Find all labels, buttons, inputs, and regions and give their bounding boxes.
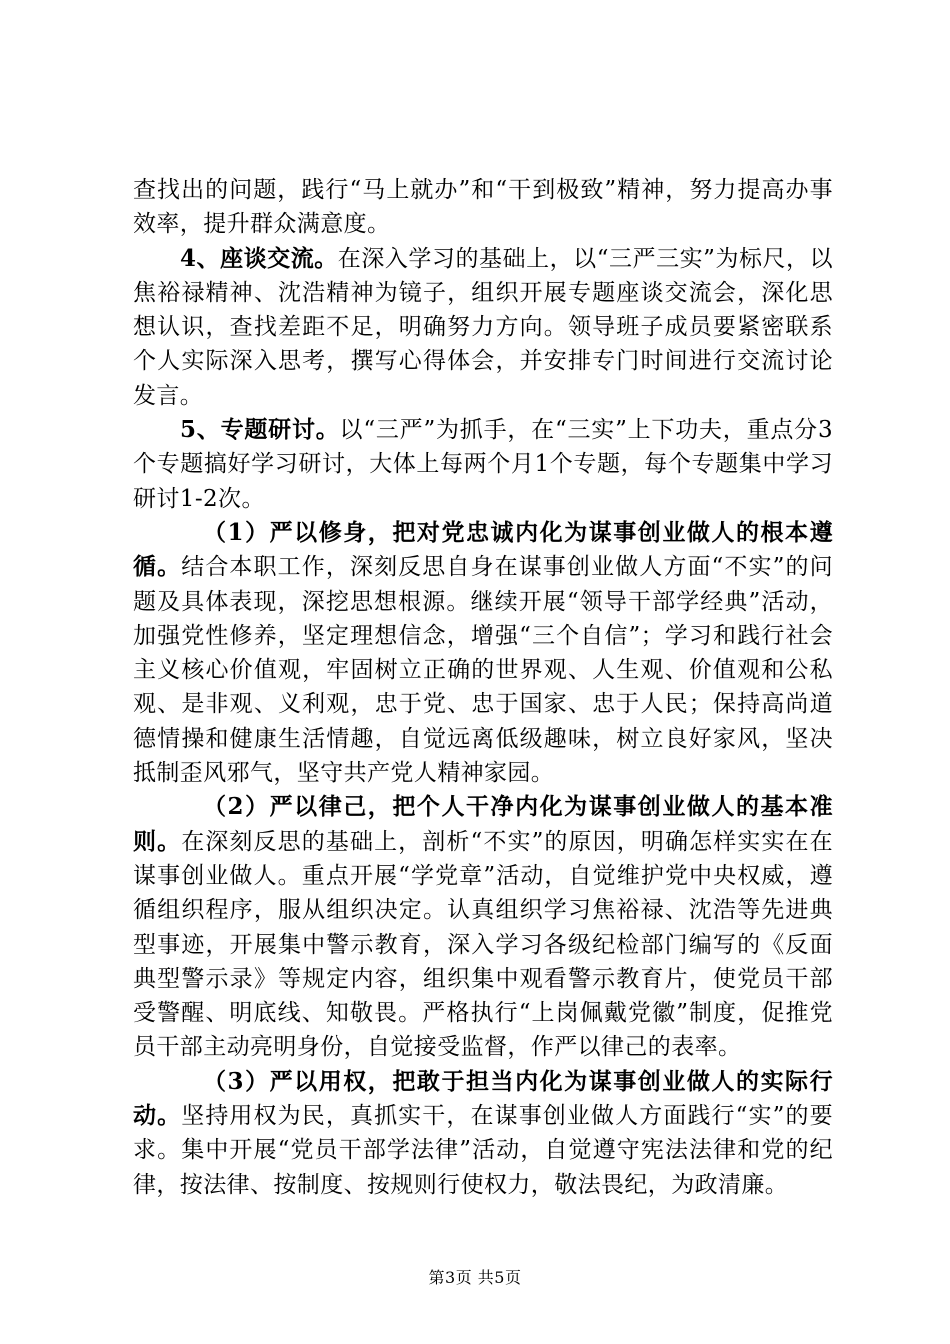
paragraph-heading: （1）严以修身，把对党忠诚内化为谋事创业做人的根本遵循。 xyxy=(133,518,833,581)
paragraph-heading: 4、座谈交流。 xyxy=(180,244,338,272)
paragraph-self-discipline xyxy=(133,790,833,1064)
paragraph-text: 在深刻反思的基础上，剖析“不实”的原因，明确怎样实实在在谋事创业做人。重点开展“学党章”活动，自觉维护党中央权威，遵循组织程序，服从组织决定。认真组织学习焦裕禄、沈浩等先进典型事迹，开展集中警示教育，深入学习各级纪检部门编写的《反面典型警示录》等规定内容，组织集中观看警示教育片，使党员干部受警醒、明底线、知敬畏。严格执行“上岗佩戴党徽”制度，促推党员干部主动亮明身份，自觉接受监督，作严以律己的表率。 xyxy=(133,828,833,1061)
paragraph-text: 在深入学习的基础上，以“三严三实”为标尺，以焦裕禄精神、沈浩精神为镜子，组织开展专题座谈交流会，深化思想认识，查找差距不足，明确努力方向。领导班子成员要紧密联系个人实际深入思考，撰写心得体会，并安排专门时间进行交流讨论发言。 xyxy=(133,245,833,409)
paragraph-text: 坚持用权为民，真抓实干，在谋事创业做人方面践行“实”的要求。集中开展“党员干部学法律”活动，自觉遵守宪法法律和党的纪律，按法律、按制度、按规则行使权力，敬法畏纪，为政清廉。 xyxy=(133,1103,833,1198)
paragraph-continuation xyxy=(133,173,833,242)
document-body xyxy=(133,173,833,1202)
paragraph-power-use xyxy=(133,1065,833,1202)
page-number-footer: 第3页 共5页 xyxy=(428,1268,522,1287)
paragraph-heading: （3）严以用权，把敢于担当内化为谋事创业做人的实际行动。 xyxy=(133,1067,833,1130)
paragraph-forum-exchange xyxy=(133,242,833,413)
paragraph-self-cultivation xyxy=(133,516,833,790)
paragraph-heading: 5、专题研讨。 xyxy=(180,416,340,444)
paragraph-topic-seminar xyxy=(133,413,833,516)
paragraph-text: 以“三严”为抓手，在“三实”上下功夫，重点分3个专题搞好学习研讨，大体上每两个月1个专题，每个专题集中学习研讨1-2次。 xyxy=(133,417,833,512)
paragraph-text: 查找出的问题，践行“马上就办”和“干到极致”精神，努力提高办事效率，提升群众满意度。 xyxy=(133,177,833,238)
paragraph-text: 结合本职工作，深刻反思自身在谋事创业做人方面“不实”的问题及具体表现，深挖思想根源。继续开展“领导干部学经典”活动，加强党性修养，坚定理想信念，增强“三个自信”；学习和践行社会主义核心价值观，牢固树立正确的世界观、人生观、价值观和公私观、是非观、义利观，忠于党、忠于国家、忠于人民；保持高尚道德情操和健康生活情趣，自觉远离低级趣味，树立良好家风，坚决抵制歪风邪气，坚守共产党人精神家园。 xyxy=(133,554,833,787)
paragraph-heading: （2）严以律己，把个人干净内化为谋事创业做人的基本准则。 xyxy=(133,793,833,855)
